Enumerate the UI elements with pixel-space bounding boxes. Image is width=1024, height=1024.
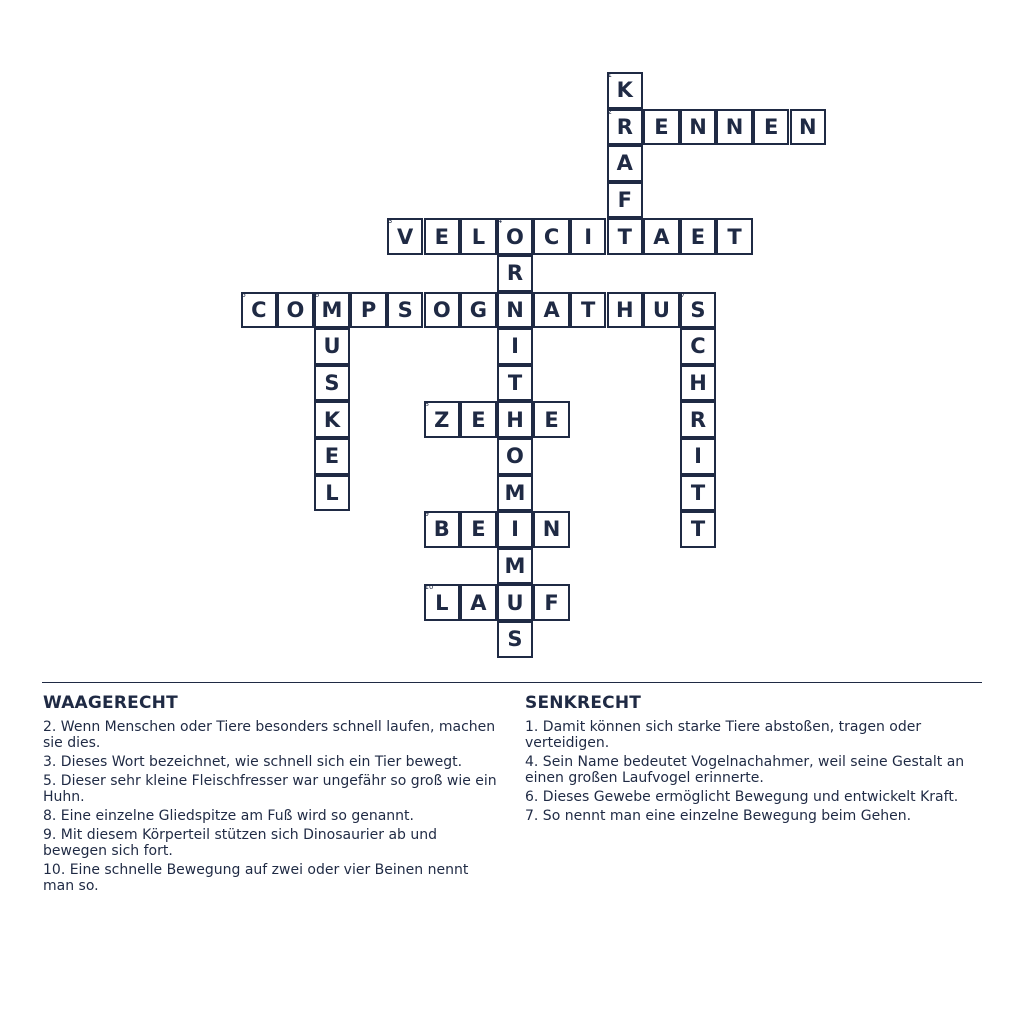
clue-number: 2 (607, 107, 612, 116)
cell-letter: H (689, 371, 707, 396)
cell-letter: P (360, 297, 377, 322)
cell-letter: T (690, 480, 706, 505)
cell-letter: M (504, 480, 526, 505)
across-clue-list (43, 719, 503, 894)
cell-letter: F (617, 188, 632, 213)
grid-cell[interactable] (497, 218, 534, 255)
grid-cell[interactable] (277, 292, 314, 329)
cell-letter: O (432, 297, 451, 322)
down-clue: 1. Damit können sich starke Tiere abstoßen, tragen oder verteidigen. (525, 719, 922, 751)
cell-letter: A (470, 590, 487, 615)
grid-cell[interactable] (314, 401, 351, 438)
down-clue-list (525, 719, 985, 824)
grid-cell[interactable] (607, 72, 644, 109)
grid-cell[interactable] (607, 182, 644, 219)
grid-cell[interactable] (680, 109, 717, 146)
cell-letter: O (506, 444, 524, 469)
cell-letter: O (506, 224, 524, 249)
grid-cell[interactable] (533, 401, 570, 438)
cell-letter: L (435, 590, 449, 615)
grid-cell[interactable] (350, 292, 387, 329)
grid-cell[interactable] (460, 218, 497, 255)
divider (42, 682, 982, 683)
cell-letter: N (542, 517, 561, 542)
grid-cell[interactable] (314, 475, 351, 512)
grid-cell[interactable] (716, 109, 753, 146)
grid-cell[interactable] (497, 292, 534, 329)
grid-cell[interactable] (533, 584, 570, 621)
grid-cell[interactable] (533, 218, 570, 255)
clue-number: 1 (607, 71, 612, 79)
grid-cell[interactable] (643, 292, 680, 329)
cell-letter: C (543, 224, 560, 249)
grid-cell[interactable] (460, 511, 497, 548)
grid-cell[interactable] (460, 401, 497, 438)
cell-letter: N (689, 114, 707, 139)
grid-cell[interactable] (314, 438, 351, 475)
cell-letter: M (321, 297, 343, 322)
cell-letter: H (616, 297, 634, 322)
cell-letter: U (506, 590, 524, 615)
clue-number: 4 (497, 217, 503, 226)
grid-cell[interactable] (570, 218, 607, 255)
grid-cell[interactable] (680, 438, 717, 475)
cell-letter: I (511, 517, 519, 542)
grid-cell[interactable] (643, 218, 680, 255)
grid-cell[interactable] (753, 109, 790, 146)
grid-cell[interactable] (607, 109, 644, 146)
grid-cell[interactable] (680, 475, 717, 512)
clue-number: 8 (424, 400, 429, 409)
cell-letter: I (694, 444, 702, 469)
grid-cell[interactable] (497, 438, 534, 475)
clue-number: 10 (424, 583, 434, 592)
cell-letter: E (654, 114, 669, 139)
grid-cell[interactable] (424, 401, 461, 438)
grid-cell[interactable] (387, 292, 424, 329)
cell-letter: T (581, 297, 596, 322)
grid-cell[interactable] (680, 365, 717, 402)
cell-letter: E (434, 224, 449, 249)
clue-number: 3 (387, 217, 393, 226)
across-clue: 2. Wenn Menschen oder Tiere besonders schnell laufen, machen sie dies. (43, 719, 496, 751)
grid-cell[interactable] (497, 401, 534, 438)
cell-letter: S (507, 627, 523, 652)
cell-letter: E (324, 444, 340, 469)
cell-letter: R (506, 261, 524, 286)
grid-cell[interactable] (424, 511, 461, 548)
grid-cell[interactable] (497, 548, 534, 585)
clue-number: 5 (241, 290, 246, 299)
grid-cell[interactable] (570, 292, 607, 329)
across-clues (43, 693, 503, 897)
cell-letter: T (727, 224, 742, 249)
across-clue: 10. Eine schnelle Bewegung auf zwei oder vier Beinen nennt man so. (43, 862, 469, 894)
cell-letter: R (689, 407, 707, 432)
grid-cell[interactable] (716, 218, 753, 255)
grid-cell[interactable] (241, 292, 278, 329)
grid-cell[interactable] (607, 218, 644, 255)
grid-cell[interactable] (680, 511, 717, 548)
cell-letter: N (799, 114, 817, 139)
grid-cell[interactable] (497, 621, 534, 658)
cell-letter: S (397, 297, 413, 322)
grid-cell[interactable] (497, 365, 534, 402)
grid-cell[interactable] (790, 109, 827, 146)
grid-cell[interactable] (460, 292, 497, 329)
cell-letter: I (584, 224, 593, 249)
grid-cell[interactable] (314, 292, 351, 329)
cell-letter: S (690, 297, 706, 322)
grid-cell[interactable] (607, 292, 644, 329)
cell-letter: V (397, 224, 414, 249)
cell-letter: A (616, 151, 633, 176)
grid-cell[interactable] (497, 584, 534, 621)
down-heading: SENKRECHT (525, 693, 642, 713)
grid-cell[interactable] (680, 292, 717, 329)
cell-letter: A (543, 297, 560, 322)
cell-letter: S (324, 371, 340, 396)
cell-letter: K (616, 78, 633, 103)
grid-cell[interactable] (643, 109, 680, 146)
grid-cell[interactable] (533, 292, 570, 329)
clue-number: 7 (680, 290, 686, 299)
down-clue: 6. Dieses Gewebe ermöglicht Bewegung und entwickelt Kraft. (525, 789, 959, 805)
cell-letter: M (504, 554, 526, 579)
cell-letter: T (617, 224, 632, 249)
down-clue: 4. Sein Name bedeutet Vogelnachahmer, weil seine Gestalt an einen großen Laufvogel erinnerte. (525, 754, 965, 786)
cell-letter: A (653, 224, 670, 249)
cell-letter: L (471, 224, 486, 249)
grid-cell[interactable] (497, 475, 534, 512)
cell-letter: T (507, 371, 523, 396)
cell-letter: O (286, 297, 305, 322)
across-heading: WAAGERECHT (43, 693, 178, 713)
grid-cell[interactable] (424, 292, 461, 329)
cell-letter: C (251, 297, 267, 322)
grid-cell[interactable] (680, 328, 717, 365)
cell-letter: E (471, 407, 486, 432)
down-clues (525, 693, 985, 827)
grid-cell[interactable] (533, 511, 570, 548)
cell-letter: U (323, 334, 341, 359)
across-clue: 3. Dieses Wort bezeichnet, wie schnell sich ein Tier bewegt. (43, 754, 463, 770)
grid-cell[interactable] (497, 255, 534, 292)
grid-cell[interactable] (314, 365, 351, 402)
clue-number: 9 (424, 510, 429, 519)
grid-cell[interactable] (387, 218, 424, 255)
cell-letter: E (471, 517, 486, 542)
across-clue: 9. Mit diesem Körperteil stützen sich Dinosaurier ab und bewegen sich fort. (43, 827, 437, 859)
cell-letter: E (690, 224, 706, 249)
cell-letter: B (433, 517, 450, 542)
grid-cell[interactable] (424, 218, 461, 255)
cell-letter: I (511, 334, 519, 359)
grid-cell[interactable] (680, 218, 717, 255)
clue-number: 6 (314, 290, 320, 299)
cell-letter: F (544, 590, 559, 615)
grid-cell[interactable] (497, 511, 534, 548)
across-clue: 5. Dieser sehr kleine Fleischfresser war ungefähr so groß wie ein Huhn. (43, 773, 497, 805)
grid-cell[interactable] (314, 328, 351, 365)
cell-letter: G (469, 297, 488, 322)
cell-letter: L (325, 480, 339, 505)
grid-cell[interactable] (497, 328, 534, 365)
down-clue: 7. So nennt man eine einzelne Bewegung beim Gehen. (525, 808, 912, 824)
cell-letter: H (506, 407, 524, 432)
cell-letter: E (764, 114, 779, 139)
grid-cell[interactable] (607, 145, 644, 182)
cell-letter: T (690, 517, 706, 542)
grid-cell[interactable] (460, 584, 497, 621)
grid-cell[interactable] (680, 401, 717, 438)
cell-letter: N (506, 297, 524, 322)
cell-letter: R (616, 114, 633, 139)
cell-letter: U (652, 297, 670, 322)
cell-letter: Z (434, 407, 450, 432)
grid-cell[interactable] (424, 584, 461, 621)
across-clue: 8. Eine einzelne Gliedspitze am Fuß wird so genannt. (43, 808, 414, 824)
cell-letter: E (544, 407, 559, 432)
cell-letter: C (690, 334, 706, 359)
cell-letter: K (323, 407, 341, 432)
cell-letter: N (725, 114, 744, 139)
